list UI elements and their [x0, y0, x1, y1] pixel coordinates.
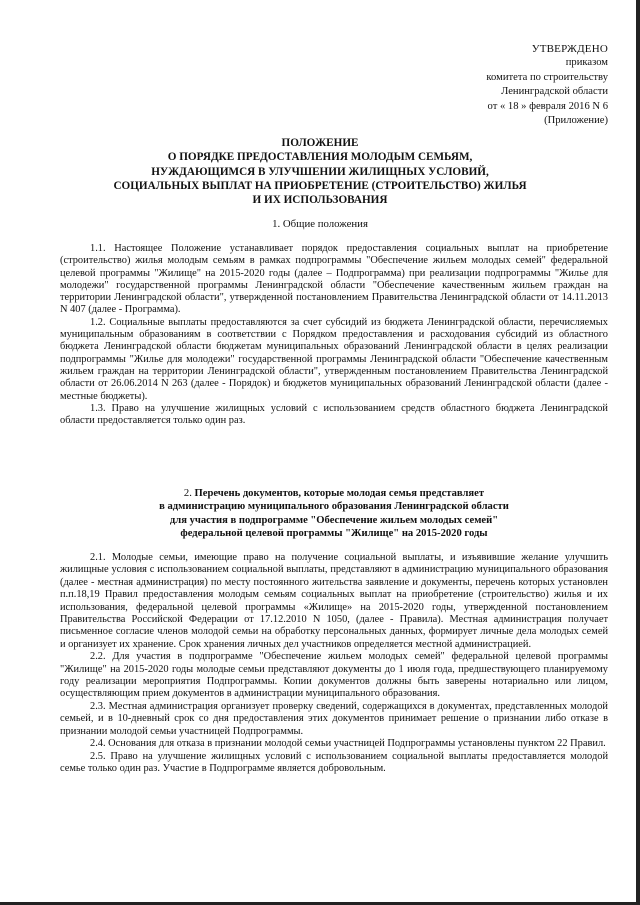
paragraph-1-2: 1.2. Социальные выплаты предоставляются за счет субсидий из бюджета Ленинградской области, перечисляемых муниципальным образованиям в соответствии с Порядком предоставления и расходования субсидий из областного бюджета Ленинградской области бюджетам муниципальных образований Ленинградской области в целях реализации подпрограммы "Жилье для молодежи" государственной программы Ленинградской области "Обеспечение качественным жильем граждан на территории Ленинградской области", утвержденным постановлением Правительства Ленинградской области от 26.06.2014 N 263 (далее - Порядок) и бюджетов муниципальных образований Ленинградской области (далее - местные бюджеты). [60, 316, 608, 402]
title-line: СОЦИАЛЬНЫХ ВЫПЛАТ НА ПРИОБРЕТЕНИЕ (СТРОИТЕЛЬСТВО) ЖИЛЬЯ [113, 179, 527, 192]
document-title [60, 136, 580, 207]
section-2-heading-line [60, 487, 608, 500]
section-2-body [60, 552, 608, 775]
section-1-heading: 1. Общие положения [272, 218, 368, 230]
paragraph-1-1: 1.1. Настоящее Положение устанавливает порядок предоставления социальных выплат на приобретение (строительство) жилья молодым семьям в рамках подпрограммы "Обеспечение жильем молодых семей" федеральной целевой программы "Жилище" на 2015-2020 годы (далее – Подпрограмма) при реализации подпрограммы "Жилье для молодежи" государственной программы Ленинградской области "Обеспечение качественным жильем граждан на территории Ленинградской области", утвержденной постановлением Правительства Ленинградской области от 14.11.2013 N 407 (далее - Программа). [60, 243, 608, 316]
approval-line: приказом [565, 57, 608, 69]
approval-heading: УТВЕРЖДЕНО [531, 43, 608, 55]
section-2-heading-line: для участия в подпрограмме "Обеспечение жильем молодых семей" [169, 514, 499, 526]
title-line: ПОЛОЖЕНИЕ [281, 137, 359, 149]
section-1-body [60, 243, 608, 427]
approval-block [440, 42, 608, 128]
paragraph-2-2: 2.2. Для участия в подпрограмме "Обеспечение жильем молодых семей" федеральной целевой программы "Жилище" на 2015-2020 годы молодые семьи представляют документы до 1 июля года, предшествующего планируемому году реализации мероприятия Подпрограммы. Копии документов должны быть заверены нотариально или лицом, осуществляющим прием документов в администрации муниципального образования. [60, 651, 608, 700]
paragraph-1-3: 1.3. Право на улучшение жилищных условий с использованием средств областного бюджета Ленинградской области предоставляется только один раз. [60, 402, 608, 427]
approval-line: Ленинградской области [501, 86, 608, 98]
paragraph-2-4: 2.4. Основания для отказа в признании молодой семьи участницей Подпрограммы установлены пунктом 22 Правил. [90, 738, 606, 750]
paragraph-2-3: 2.3. Местная администрация организует проверку сведений, содержащихся в документах, представленных молодой семьей, и в 10-дневный срок со дня предоставления этих документов принимает решение о признании либо отказе в признании молодой семьи участницей Подпрограммы. [60, 700, 608, 737]
section-2-heading-text: Перечень документов, которые молодая семья представляет [194, 488, 485, 499]
title-line: И ИХ ИСПОЛЬЗОВАНИЯ [252, 194, 388, 207]
approval-date: от « 18 » февраля 2016 N 6 [487, 100, 608, 112]
section-2-heading-line: федеральной целевой программы "Жилище" на 2015-2020 годы [180, 527, 488, 539]
approval-line: комитета по строительству [486, 71, 608, 83]
section-2-heading [60, 487, 608, 540]
approval-annex: (Приложение) [544, 115, 608, 127]
paragraph-2-1: 2.1. Молодые семьи, имеющие право на получение социальной выплаты, и изъявившие желание улучшить жилищные условия с использованием социальной выплаты, представляют в администрацию муниципального образования (далее - местная администрация) по месту постоянного жительства заявление и документы, перечень которых установлен п.п.18,19 Правил предоставления молодым семьям социальных выплат на приобретение (строительство) жилья и их использования, федеральной целевой программы «Жилище» на 2015-2020 годы, утвержденной постановлением Правительства Российской Федерации от 17.12.2010 N 1050, (далее - Правила). Местная администрация получает письменное согласие членов молодой семьи на обработку персональных данных, формирует личные дела молодых семей и организует их хранение. Срок хранения личных дел участников определяется местной администрацией. [60, 552, 608, 650]
title-line: НУЖДАЮЩИМСЯ В УЛУЧШЕНИИ ЖИЛИЩНЫХ УСЛОВИЙ, [151, 165, 489, 178]
section-2-heading-line: в администрацию муниципального образования Ленинградской области [159, 501, 509, 513]
paragraph-2-5: 2.5. Право на улучшение жилищных условий с использованием социальной выплаты предоставляется молодой семье только один раз. Участие в Подпрограмме является добровольным. [60, 750, 608, 774]
title-line: О ПОРЯДКЕ ПРЕДОСТАВЛЕНИЯ МОЛОДЫМ СЕМЬЯМ, [167, 151, 473, 164]
section-2-number: 2. [183, 488, 192, 499]
